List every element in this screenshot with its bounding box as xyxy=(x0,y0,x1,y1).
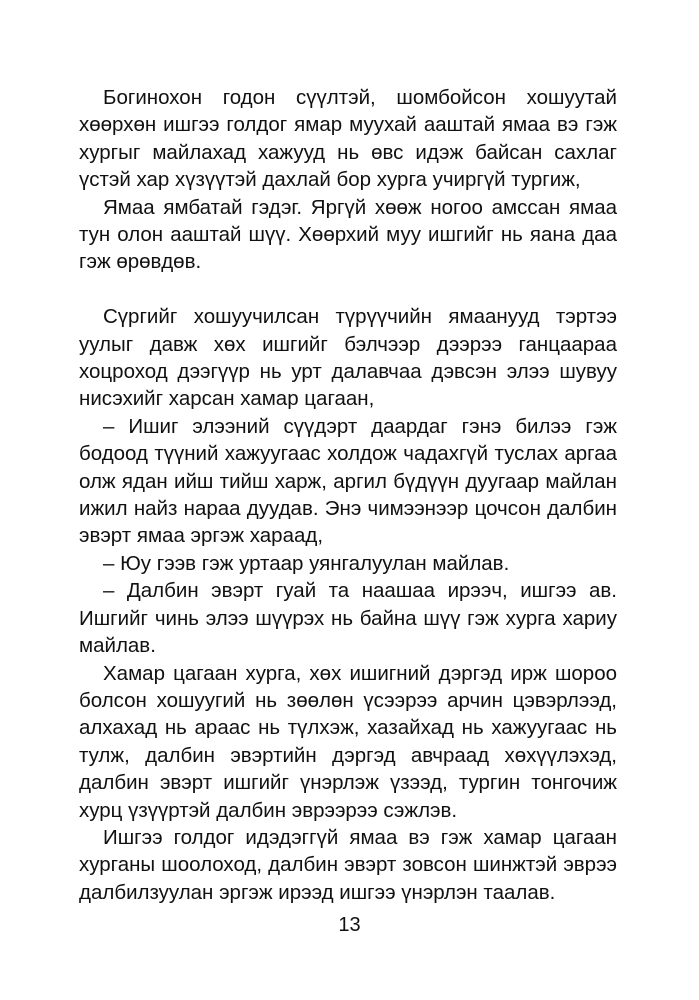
paragraph-2: Ямаа ямбатай гэдэг. Яргүй хөөж ногоо амссан ямаа тун олон ааштай шүү. Хөөрхий муу ишгийг нь яана даа гэж өрөвдөв. xyxy=(79,195,617,274)
body-text xyxy=(79,84,617,906)
paragraph-4: Хамар цагаан хурга, хөх ишигний дэргэд ирж шороо болсон хошуугий нь зөөлөн үсээрээ арчин цэвэрлээд, алхахад нь араас нь түлхэж, хазайхад нь хажуугаас нь тулж, далбин эвэртийн дэргэд авчраад хөхүүлэхэд, далбин эвэрт ишгийг үнэрлэж үзээд, тургин тонгочиж хурц үзүүртэй далбин эврээрээ сэжлэв. xyxy=(79,661,617,822)
page-number: 13 xyxy=(338,914,361,936)
paragraph-5: Ишгээ голдог идэдэггүй ямаа вэ гэж хамар цагаан хурганы шоолоход, далбин эвэрт зовсон шинжтэй эврээ далбилзуулан эргэж ирээд ишгээ үнэрлэн таалав. xyxy=(79,825,617,904)
paragraph-1: Богинохон годон сүүлтэй, шомбойсон хошуутай хөөрхөн ишгээ голдог ямар муухай ааштай ямаа вэ гэж хургыг майлахад хажууд нь өвс идэж байсан сахлаг үстэй хар хүзүүтэй дахлай бор хурга учиргүй тургиж, xyxy=(79,86,617,192)
dialog-line-1: – Ишиг элээний сүүдэрт даардаг гэнэ билээ гэж бодоод түүний хажуугаас холдож чадахгүй туслах аргаа олж ядан ийш тийш харж, аргил бүдүүн дуугаар майлан ижил найз нараа дуудав. Энэ чимээнээр цочсон далбин эвэрт ямаа эргэж хараад, xyxy=(79,414,617,548)
paragraph-gap xyxy=(79,276,617,303)
dialog-line-3: – Далбин эвэрт гуай та наашаа ирээч, ишгээ ав. Ишгийг чинь элээ шүүрэх нь байна шүү гэж хурга хариу майлав. xyxy=(79,579,617,658)
paragraph-3: Сүргийг хошуучилсан түрүүчийн ямаанууд тэртээ уулыг давж хөх ишгийг бэлчээр дээрээ ганцаараа хоцроход дээгүүр нь урт далавчаа дэвсэн элээ шувуу нисэхийг харсан хамар цагаан, xyxy=(79,305,617,411)
dialog-line-2: – Юу гээв гэж уртаар уянгалуулан майлав. xyxy=(103,551,510,575)
